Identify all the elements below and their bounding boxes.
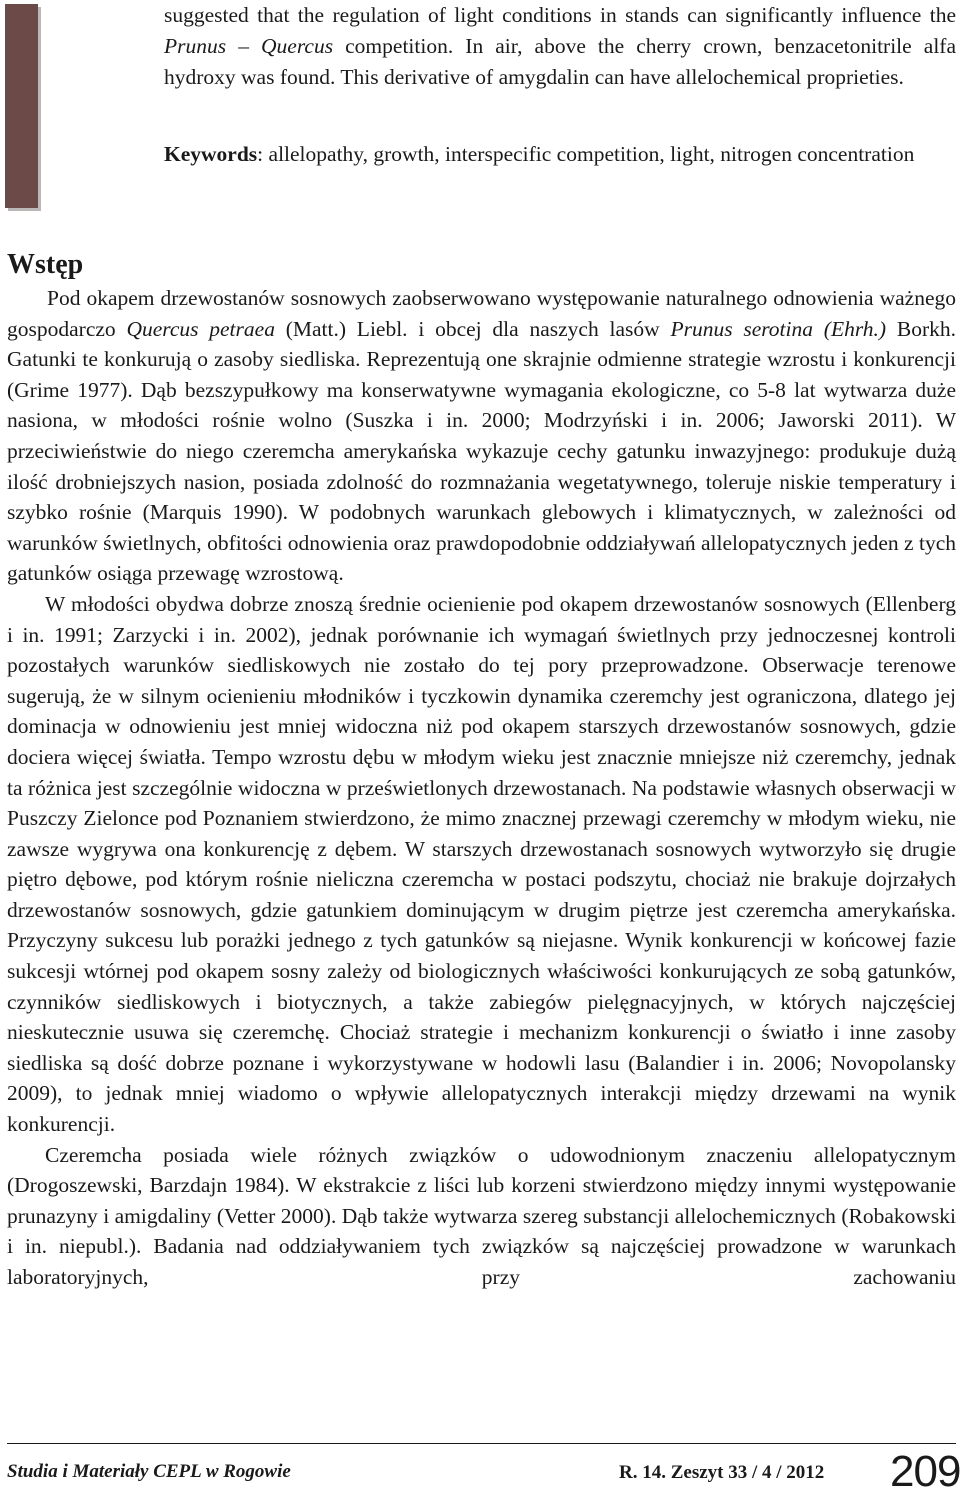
- p1-species-quercus: Quercus petraea: [126, 316, 275, 341]
- keywords-label: Keywords: [164, 142, 258, 166]
- p1-text-a: Pod okapem drzewostanów sosnowych zaobserwowano występowanie naturalnego odnowienia ważnego gospodarczo: [7, 286, 956, 341]
- p1-text-b: (Matt.) Liebl. i obcej dla naszych lasów: [274, 316, 671, 341]
- abstract-species: Prunus – Quercus: [164, 34, 334, 58]
- p1-species-prunus: Prunus serotina (Ehrh.): [670, 316, 887, 341]
- paragraph-1: [7, 283, 956, 589]
- keywords-line: [164, 139, 956, 170]
- abstract-block: [164, 0, 956, 170]
- footer-issue: R. 14. Zeszyt 33 / 4 / 2012: [619, 1462, 825, 1483]
- keywords-text: : allelopathy, growth, interspecific competition, light, nitrogen concentration: [257, 142, 915, 166]
- paragraph-3: Czeremcha posiada wiele różnych związków o udowodnionym znaczeniu allelopatycznym (Drogoszewski, Barzdajn 1984). W ekstrakcie z liści lub korzeni stwierdzono między innymi występowanie prunazyny i amigdaliny (Vetter 2000). Dąb także wytwarza szereg substancji allelochemicznych (Robakowski i in. niepubl.). Badania nad oddziaływaniem tych związków są najczęściej prowadzone w warunkach laboratoryjnych, przy zachowaniu: [7, 1142, 956, 1289]
- footer-divider: [7, 1443, 956, 1444]
- section-body: [7, 283, 956, 1293]
- paragraph-2: W młodości obydwa dobrze znoszą średnie ocienienie pod okapem drzewostanów sosnowych (Ellenberg i in. 1991; Zarzycki i in. 2002), jednak porównanie ich wymagań świetlnych przy jednoczesnej kontroli pozostałych warunków siedliskowych nie zostało do tej pory przeprowadzone. Obserwacje terenowe sugerują, że w silnym ocienieniu młodników i tyczkowin dynamika czeremchy jest ograniczona, dlatego jej dominacja w odnowieniu jest mniej widoczna niż pod okapem starszych drzewostanów sosnowych, gdzie dociera więcej światła. Tempo wzrostu dębu w młodym wieku jest znacznie mniejsze niż czeremchy, jednak ta różnica jest szczególnie widoczna w prześwietlonych drzewostanach. Na podstawie własnych obserwacji w Puszczy Zielonce pod Poznaniem stwierdzono, że mimo znacznej przewagi czeremchy w młodym wieku, nie zawsze wygrywa ona konkurencję z dębem. W starszych drzewostanach sosnowych wytworzyło się drugie piętro dębowe, pod którym rośnie nieliczna czeremcha w postaci podszytu, chociaż nie brakuje dojrzałych drzewostanów sosnowych, gdzie gatunkiem dominującym w drugim piętrze jest czeremcha amerykańska. Przyczyny sukcesu lub porażki jednego z tych gatunków są niejasne. Wynik konkurencji w końcowej fazie sukcesji wtórnej pod okapem sosny zależy od biologicznych właściwości konkurujących ze sobą gatunków, czynników siedliskowych i biotycznych, a także zabiegów pielęgnacyjnych, w których najczęściej nieskutecznie usuwa się czeremchę. Chociaż strategie i mechanizm konkurencji o światło i inne zasoby siedliska są dość dobrze poznane i wykorzystywane w hodowli lasu (Balandier i in. 2006; Novopolansky 2009), to jednak mniej wiadomo o wpływie allelopatycznych interakcji między drzewami na wynik konkurencji.: [7, 591, 956, 1137]
- abstract-tail-paragraph: [164, 0, 956, 93]
- abstract-text-1: suggested that the regulation of light conditions in stands can significantly influence the: [164, 3, 956, 27]
- abstract-text-2: competition. In air, above the cherry crown, benzacetonitrile alfa hydroxy was found. This derivative of amygdalin can have allelochemical proprieties.: [164, 34, 956, 89]
- footer-journal-title: Studia i Materiały CEPL w Rogowie: [7, 1461, 291, 1482]
- p1-text-c: Borkh. Gatunki te konkurują o zasoby siedliska. Reprezentują one skrajnie odmienne strategie wzrostu i konkurencji (Grime 1977). Dąb bezszypułkowy ma konserwatywne wymagania ekologiczne, co 5-8 lat wytwarza duże nasiona, w młodości rośnie wolno (Suszka i in. 2000; Modrzyński i in. 2006; Jaworski 2011). W przeciwieństwie do niego czeremcha amerykańska wykazuje cechy gatunku inwazyjnego: produkuje dużą ilość drobniejszych nasion, posiada zdolność do rozmnażania wegetatywnego, toleruje niskie temperatury i szybko rośnie (Marquis 1990). W podobnych warunkach glebowych i klimatycznych, w zależności od warunków świetlnych, obfitości odnowienia oraz prawdopodobnie oddziaływań allelopatycznych jeden z tych gatunków osiąga przewagę wzrostową.: [7, 316, 956, 586]
- decorative-sidebar-bar: [5, 4, 38, 208]
- page-number: 209: [890, 1447, 960, 1496]
- section-heading: Wstęp: [7, 249, 84, 280]
